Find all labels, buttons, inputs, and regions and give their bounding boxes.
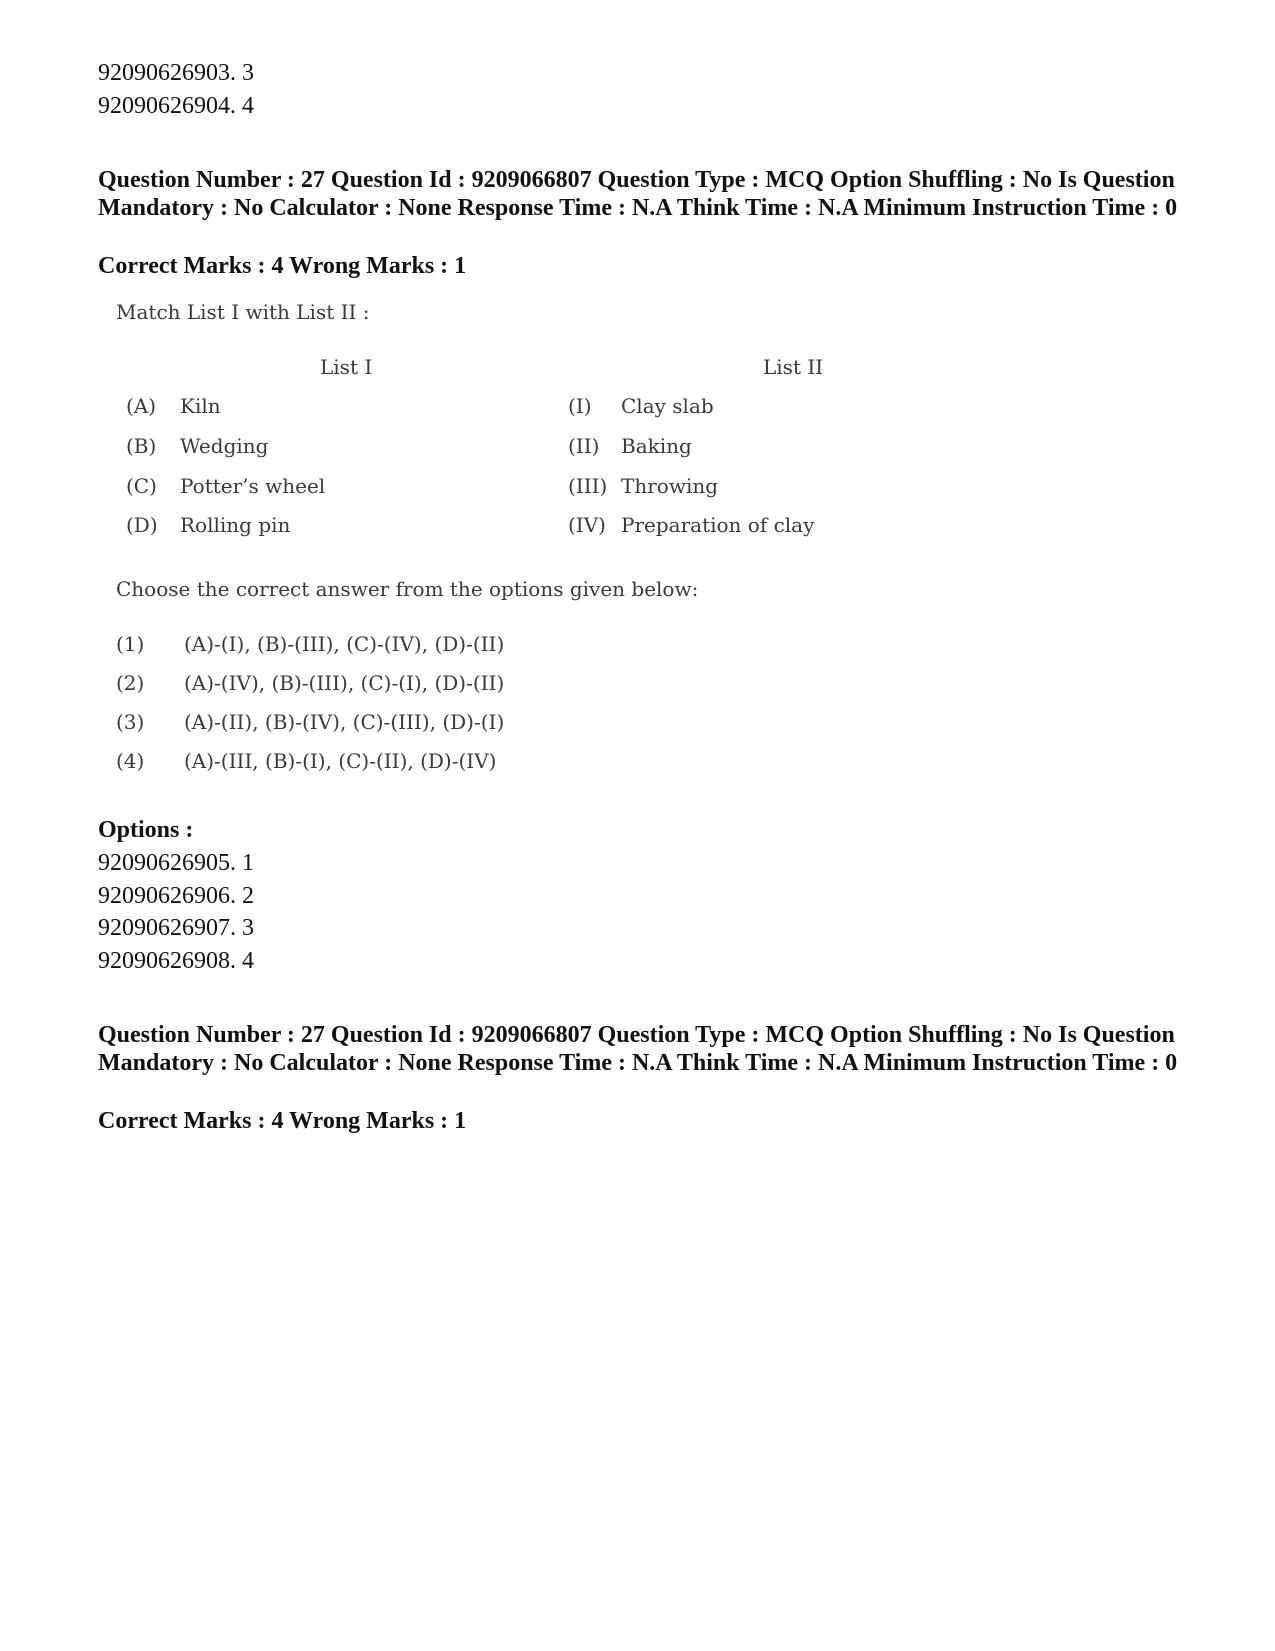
top-option-2: 92090626904. 4 (98, 93, 254, 119)
option-3: 92090626907. 3 (98, 915, 254, 941)
option-value: 4 (242, 93, 254, 119)
option-value: 3 (242, 60, 254, 86)
list1-item: Rolling pin (180, 513, 291, 537)
list2-key: (I) (568, 394, 592, 418)
option-id: 92090626903 (98, 60, 230, 86)
question-marks: Correct Marks : 4 Wrong Marks : 1 (98, 1108, 467, 1134)
option-value: 3 (242, 915, 254, 941)
list1-title: List I (320, 355, 373, 379)
option-id: 92090626904 (98, 93, 230, 119)
list2-key: (IV) (568, 513, 606, 537)
choice-number: (3) (116, 710, 145, 734)
list1-item: Kiln (180, 394, 221, 418)
choice-text: (A)-(III, (B)-(I), (C)-(II), (D)-(IV) (184, 749, 497, 773)
option-value: 2 (242, 883, 254, 909)
list2-item: Baking (621, 434, 692, 458)
list1-key: (C) (126, 474, 157, 498)
option-2: 92090626906. 2 (98, 883, 254, 909)
question-content (98, 300, 938, 820)
option-id: 92090626906 (98, 883, 230, 909)
list1-item: Wedging (180, 434, 269, 458)
list1-key: (B) (126, 434, 157, 458)
choice-text: (A)-(I), (B)-(III), (C)-(IV), (D)-(II) (184, 632, 505, 656)
option-id: 92090626907 (98, 915, 230, 941)
question-header: Question Number : 27 Question Id : 9209066807 Question Type : MCQ Option Shuffling : No Is Question Mandatory : No Calculator : None Response Time : N.A Think Time : N.A Minimum Instruction Time : 0 (98, 167, 1178, 221)
list2-item: Throwing (621, 474, 719, 498)
list2-item: Preparation of clay (621, 513, 815, 537)
choice-text: (A)-(II), (B)-(IV), (C)-(III), (D)-(I) (184, 710, 505, 734)
option-4: 92090626908. 4 (98, 948, 254, 974)
list1-key: (D) (126, 513, 158, 537)
choice-text: (A)-(IV), (B)-(III), (C)-(I), (D)-(II) (184, 671, 505, 695)
list2-key: (II) (568, 434, 600, 458)
option-value: 4 (242, 948, 254, 974)
option-id: 92090626905 (98, 850, 230, 876)
list1-key: (A) (126, 394, 157, 418)
choice-number: (2) (116, 671, 145, 695)
option-1: 92090626905. 1 (98, 850, 254, 876)
list2-item: Clay slab (621, 394, 714, 418)
top-option-1: 92090626903. 3 (98, 60, 254, 86)
choice-number: (4) (116, 749, 145, 773)
choose-instruction: Choose the correct answer from the options given below: (116, 577, 699, 601)
option-id: 92090626908 (98, 948, 230, 974)
question-prompt: Match List I with List II : (116, 300, 370, 324)
choice-number: (1) (116, 632, 145, 656)
question-marks: Correct Marks : 4 Wrong Marks : 1 (98, 253, 467, 279)
list1-item: Potter’s wheel (180, 474, 326, 498)
list2-title: List II (763, 355, 824, 379)
option-value: 1 (242, 850, 254, 876)
question-header: Question Number : 27 Question Id : 9209066807 Question Type : MCQ Option Shuffling : No Is Question Mandatory : No Calculator : None Response Time : N.A Think Time : N.A Minimum Instruction Time : 0 (98, 1022, 1178, 1076)
options-label: Options : (98, 817, 194, 843)
list2-key: (III) (568, 474, 608, 498)
